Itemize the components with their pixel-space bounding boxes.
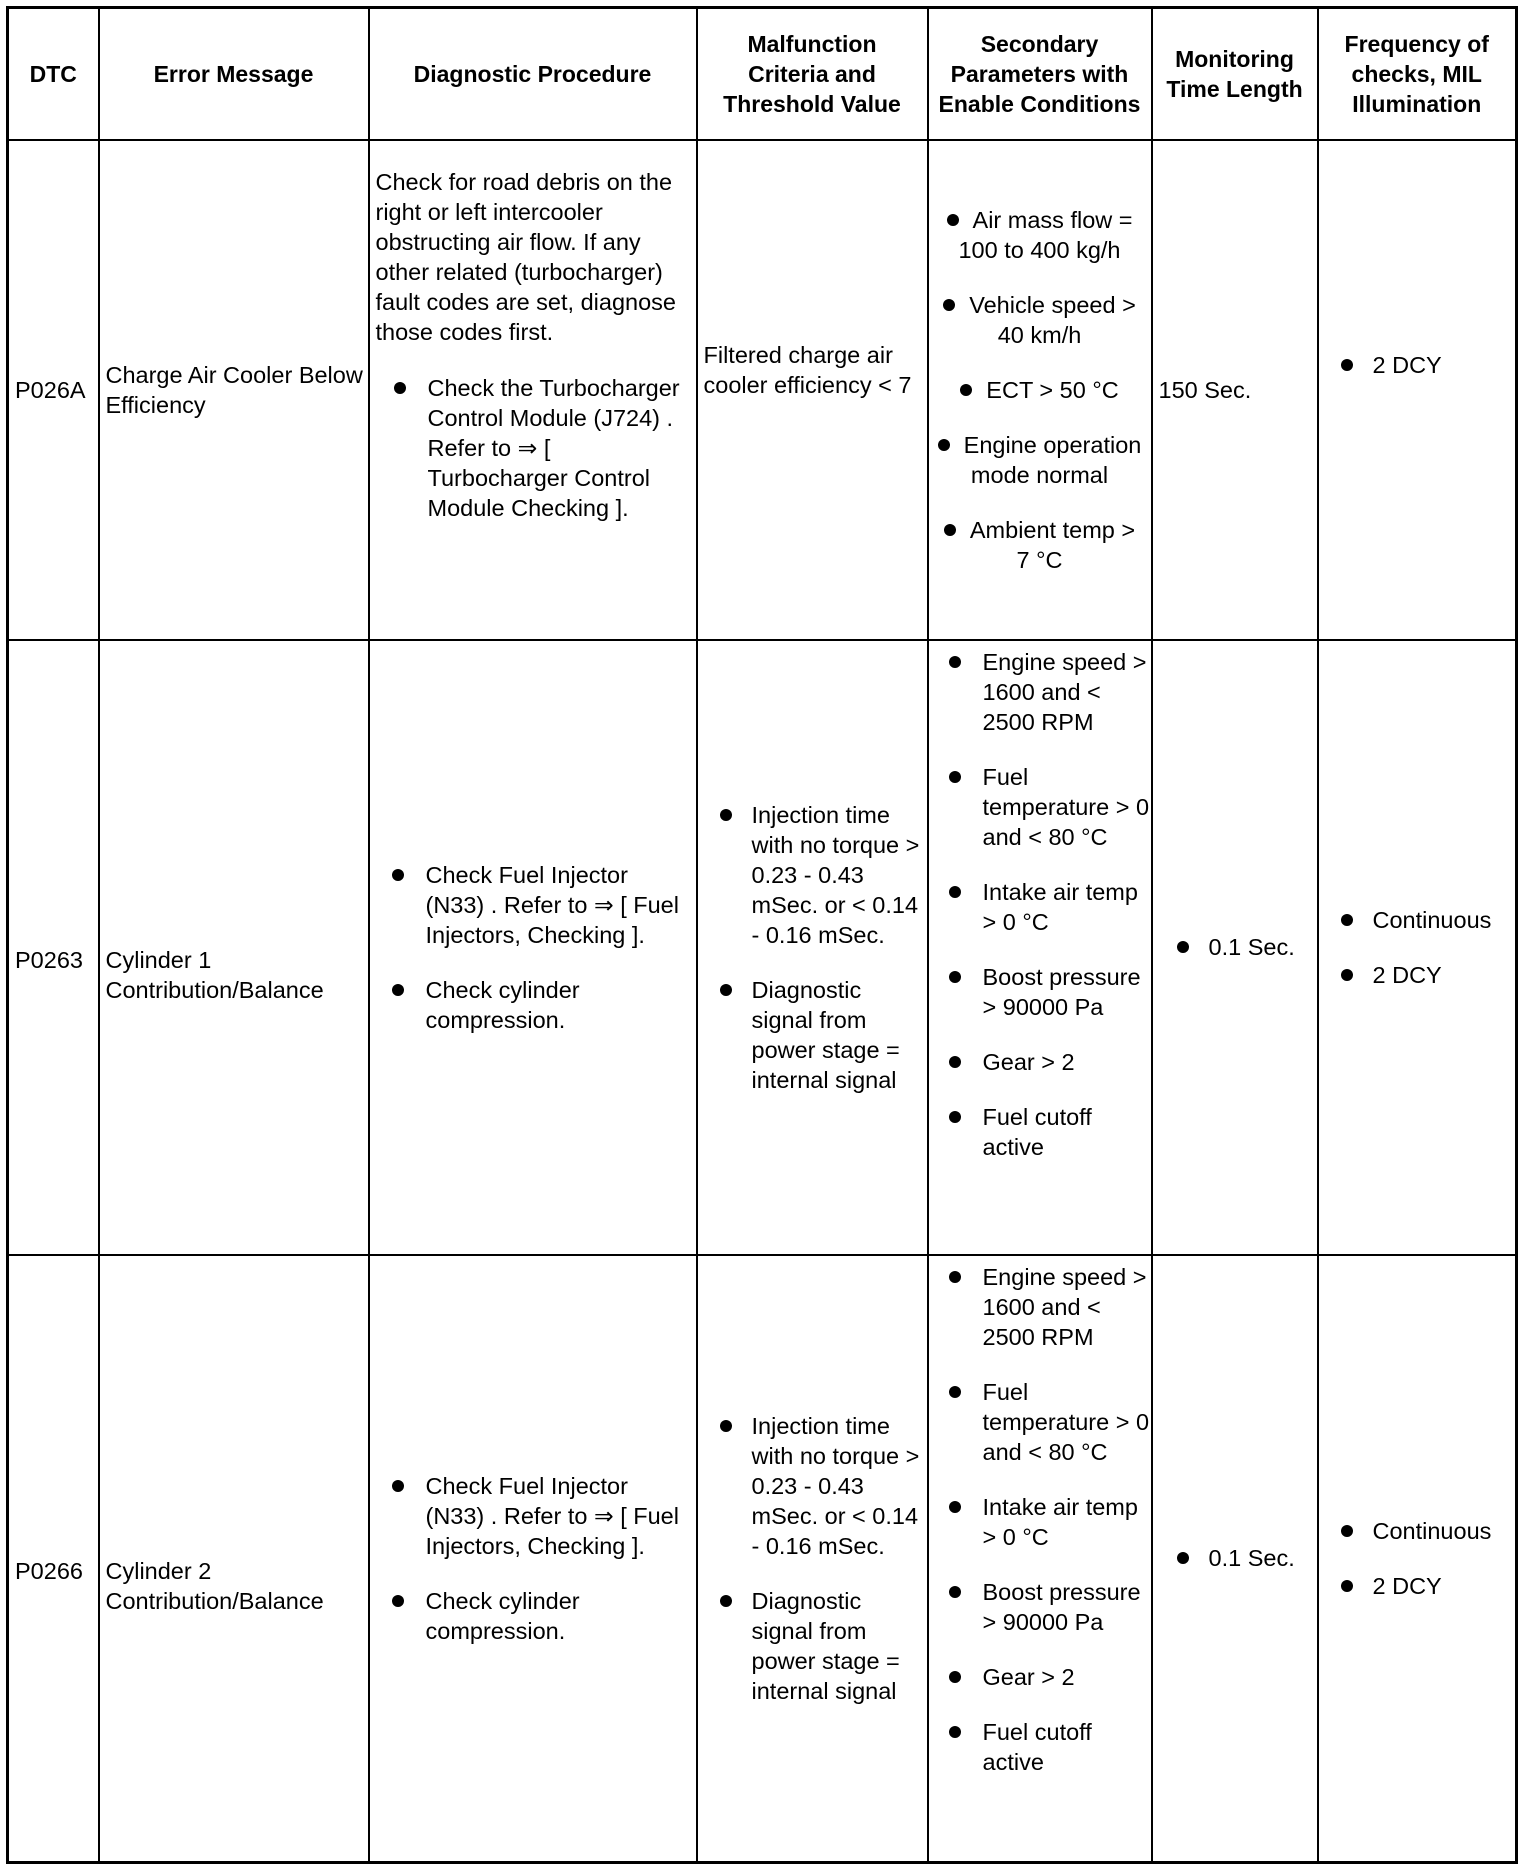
frequency-item: 2 DCY [1319,1571,1516,1601]
error-message: Charge Air Cooler Below Efficiency [99,140,369,640]
malfunction-item: Injection time with no torque > 0.23 - 0.43 mSec. or < 0.14 - 0.16 mSec. [698,1411,927,1561]
procedure-list [376,373,690,523]
secondary-item: Fuel temperature > 0 and < 80 °C [929,762,1151,852]
procedure-list [374,1471,692,1646]
secondary-parameters [928,140,1152,640]
secondary-item: Air mass flow = 100 to 400 kg/h [935,205,1145,265]
bullet-icon [720,1595,732,1607]
malfunction-item: Diagnostic signal from power stage = internal signal [698,975,927,1095]
secondary-item: Gear > 2 [929,1047,1151,1077]
bullet-icon [1341,359,1353,371]
secondary-list [929,1262,1151,1777]
table-row [8,140,1517,640]
procedure-item: Check Fuel Injector (N33) . Refer to ⇒ [ Fuel Injectors, Checking ]. [374,1471,692,1561]
header-dtc: DTC [8,8,99,140]
bullet-icon [1341,914,1353,926]
secondary-parameters [928,640,1152,1255]
bullet-icon [949,1586,961,1598]
bullet-icon [394,382,406,394]
bullet-icon [949,1056,961,1068]
header-frequency: Frequency of checks, MIL Illumination [1318,8,1517,140]
bullet-icon [392,869,404,881]
secondary-item: Vehicle speed > 40 km/h [935,290,1145,350]
error-message: Cylinder 1 Contribution/Balance [99,640,369,1255]
bullet-icon [938,439,950,451]
bullet-icon [949,1271,961,1283]
bullet-icon [949,1671,961,1683]
table-row [8,640,1517,1255]
secondary-item: Intake air temp > 0 °C [929,1492,1151,1552]
frequency-list [1319,1516,1516,1601]
bullet-icon [1177,1552,1189,1564]
bullet-icon [1341,1580,1353,1592]
header-secondary-parameters: Secondary Parameters with Enable Conditions [928,8,1152,140]
bullet-icon [949,771,961,783]
secondary-item: Intake air temp > 0 °C [929,877,1151,937]
frequency-list [1319,350,1516,380]
bullet-icon [392,984,404,996]
procedure-item: Check cylinder compression. [374,975,692,1035]
bullet-icon [947,214,959,226]
procedure-text: Check for road debris on the right or left intercooler obstructing air flow. If any other related (turbocharger) fault codes are set, diagnose those codes first. [375,168,676,345]
bullet-icon [949,1501,961,1513]
bullet-icon [943,299,955,311]
frequency [1318,640,1517,1255]
secondary-item: Fuel cutoff active [929,1717,1151,1777]
monitoring-time: 150 Sec. [1152,140,1318,640]
diagnostic-procedure [369,640,697,1255]
dtc-code: P0263 [8,640,99,1255]
procedure-item: Check the Turbocharger Control Module (J724) . Refer to ⇒ [ Turbocharger Control Module Checking ]. [376,373,690,523]
bullet-icon [949,656,961,668]
bullet-icon [944,524,956,536]
secondary-item: Ambient temp > 7 °C [935,515,1145,575]
secondary-item: ECT > 50 °C [935,375,1145,405]
bullet-icon [1341,1525,1353,1537]
frequency-item: 2 DCY [1319,960,1516,990]
malfunction-criteria: Filtered charge air cooler efficiency < 7 [697,140,928,640]
header-monitoring-time: Monitoring Time Length [1152,8,1318,140]
secondary-parameters [928,1255,1152,1863]
procedure-item: Check Fuel Injector (N33) . Refer to ⇒ [ Fuel Injectors, Checking ]. [374,860,692,950]
malfunction-list [698,1411,927,1706]
frequency-item: 2 DCY [1319,350,1516,380]
procedure-item: Check cylinder compression. [374,1586,692,1646]
secondary-list [935,205,1145,575]
dtc-code: P0266 [8,1255,99,1863]
bullet-icon [392,1595,404,1607]
bullet-icon [960,384,972,396]
monitoring-item: 0.1 Sec. [1153,1543,1317,1573]
header-row [8,8,1517,140]
monitoring-list [1153,1543,1317,1573]
monitoring-time [1152,1255,1318,1863]
frequency-item: Continuous [1319,905,1516,935]
error-message: Cylinder 2 Contribution/Balance [99,1255,369,1863]
secondary-item: Gear > 2 [929,1662,1151,1692]
secondary-item: Engine speed > 1600 and < 2500 RPM [929,1262,1151,1352]
diagnostic-procedure [369,140,697,640]
header-diagnostic-procedure: Diagnostic Procedure [369,8,697,140]
bullet-icon [949,886,961,898]
bullet-icon [720,809,732,821]
frequency-item: Continuous [1319,1516,1516,1546]
diagnostic-procedure [369,1255,697,1863]
bullet-icon [720,1420,732,1432]
bullet-icon [949,1386,961,1398]
frequency-list [1319,905,1516,990]
frequency [1318,140,1517,640]
malfunction-criteria [697,640,928,1255]
header-error-message: Error Message [99,8,369,140]
monitoring-time [1152,640,1318,1255]
secondary-item: Boost pressure > 90000 Pa [929,962,1151,1022]
dtc-table [6,6,1518,1864]
table-row [8,1255,1517,1863]
dtc-code: P026A [8,140,99,640]
bullet-icon [720,984,732,996]
secondary-list [929,647,1151,1162]
bullet-icon [949,971,961,983]
secondary-item: Engine speed > 1600 and < 2500 RPM [929,647,1151,737]
header-malfunction-criteria: Malfunction Criteria and Threshold Value [697,8,928,140]
bullet-icon [1341,969,1353,981]
monitoring-item: 0.1 Sec. [1153,932,1317,962]
bullet-icon [949,1111,961,1123]
bullet-icon [392,1480,404,1492]
bullet-icon [1177,941,1189,953]
malfunction-item: Diagnostic signal from power stage = internal signal [698,1586,927,1706]
monitoring-list [1153,932,1317,962]
secondary-item: Boost pressure > 90000 Pa [929,1577,1151,1637]
frequency [1318,1255,1517,1863]
malfunction-list [698,800,927,1095]
secondary-item: Engine operation mode normal [935,430,1145,490]
malfunction-criteria [697,1255,928,1863]
procedure-list [374,860,692,1035]
malfunction-item: Injection time with no torque > 0.23 - 0.43 mSec. or < 0.14 - 0.16 mSec. [698,800,927,950]
secondary-item: Fuel cutoff active [929,1102,1151,1162]
secondary-item: Fuel temperature > 0 and < 80 °C [929,1377,1151,1467]
bullet-icon [949,1726,961,1738]
